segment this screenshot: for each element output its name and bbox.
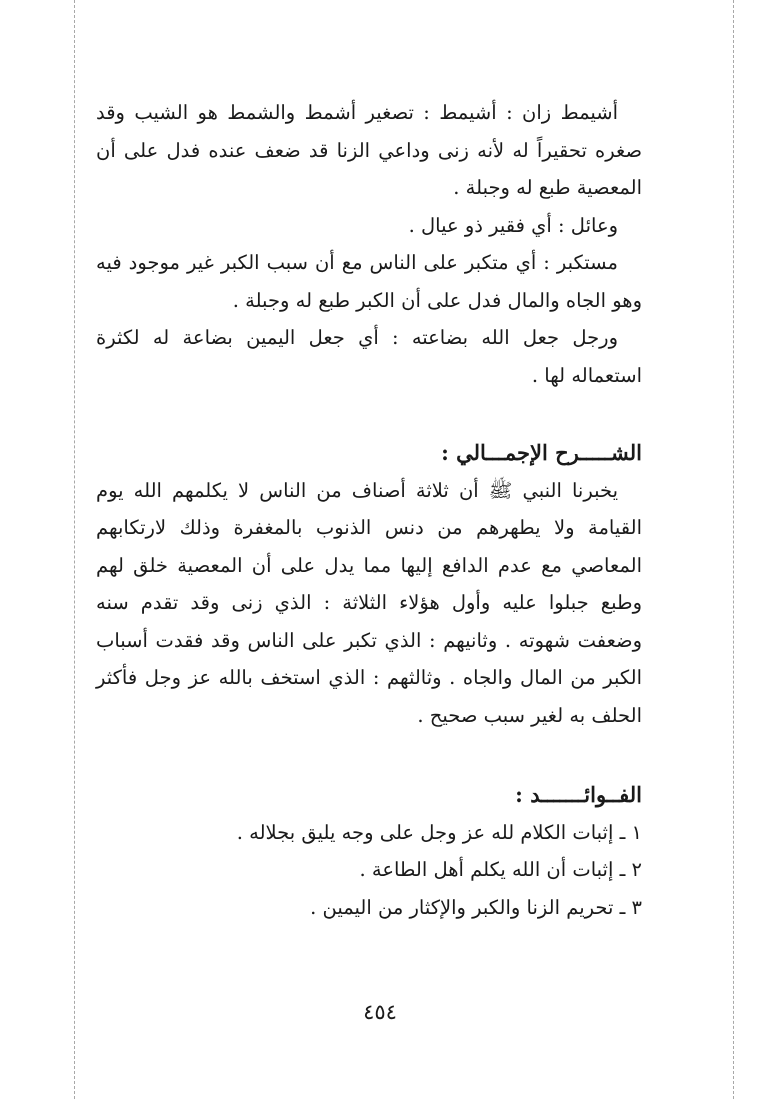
definition-ashaymit: أشيمط زان : أشيمط : تصغير أشمط والشمط هو الشيب وقد صغره تحقيراً له لأنه زنى وداعي الزنا قد ضعف عنده فدل على أن المعصية طبع له وجبلة . [96,101,642,199]
section-spacer [96,734,642,776]
benefits-heading: الفــوائـــــــد : [515,782,642,807]
general-explanation-body: يخبرنا النبي ﷺ أن ثلاثة أصناف من الناس لا يكلمهم الله يوم القيامة ولا يطهرهم من دنس الذنوب بالمغفرة وذلك لارتكابهم المعاصي مع عدم الدافع إليها مما يدل على أن المعصية خلق لهم وطبع جبلوا عليه وأول هؤلاء الثلاثة : الذي زنى وقد تقدم سنه وضعفت شهوته . وثانيهم : الذي تكبر على الناس وقد فقدت أسباب الكبر من المال والجاه . وثالثهم : الذي استخف بالله عز وجل فأكثر الحلف به لغير سبب صحيح . [96,478,642,727]
benefit-item: ٢ ـ إثبات أن الله يكلم أهل الطاعة . [359,858,642,881]
definition-mustakbir: مستكبر : أي متكبر على الناس مع أن سبب الكبر غير موجود فيه وهو الجاه والمال فدل على أن الكبر طبع له وجبلة . [96,251,642,312]
section-spacer [96,394,642,434]
right-margin-guide [733,0,734,1099]
definition-bidaah: ورجل جعل الله بضاعته : أي جعل اليمين بضاعة له لكثرة استعماله لها . [96,326,642,387]
left-margin-guide [74,0,75,1099]
page-number: ٤٥٤ [363,1000,397,1024]
benefit-item: ١ ـ إثبات الكلام لله عز وجل على وجه يليق بجلاله . [236,820,642,844]
general-explanation-heading: الشـــــرح الإجمـــالي : [441,440,642,465]
page-body [96,94,642,926]
benefit-item: ٣ ـ تحريم الزنا والكبر والإكثار من اليمين . [310,895,642,919]
definition-aail: وعائل : أي فقير ذو عيال . [408,213,618,237]
